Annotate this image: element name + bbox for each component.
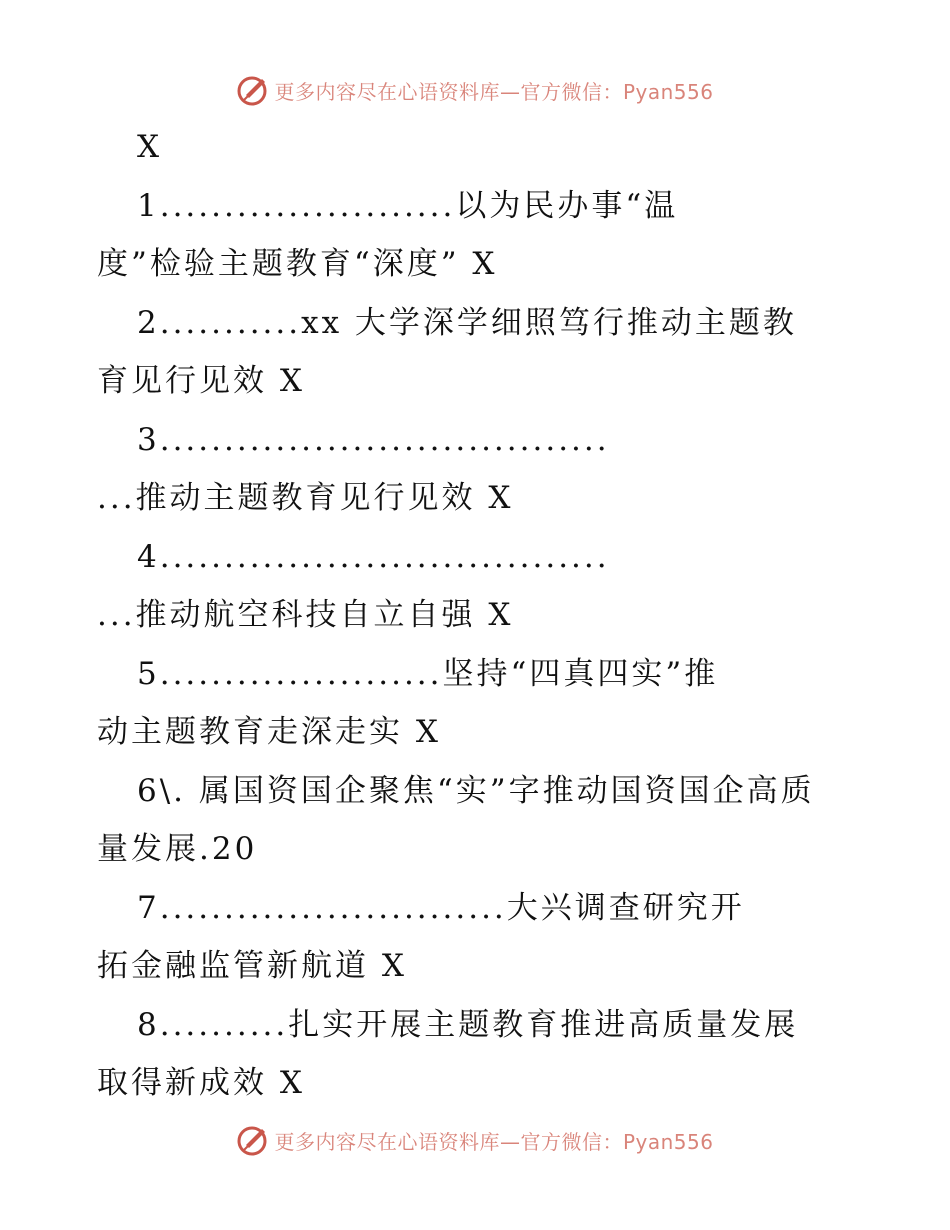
toc-line: 3................................... (137, 421, 610, 458)
toc-line: 育见行见效 X (97, 363, 305, 399)
toc-line: 6\. 属国资国企聚焦“实”字推动国资国企高质 (137, 772, 815, 809)
toc-line: 度”检验主题教育“深度” X (97, 246, 498, 282)
toc-line: 7...........................大兴调查研究开 (137, 889, 745, 926)
toc-line: 5......................坚持“四真四实”推 (137, 655, 719, 692)
toc-line: 4................................... (137, 538, 610, 575)
toc-line: 1.......................以为民办事“温 (137, 187, 679, 224)
toc-line: ...推动航空科技自立自强 X (97, 597, 514, 633)
toc-line: X (137, 129, 163, 165)
quill-circle-logo-icon (236, 73, 270, 107)
quill-circle-logo-icon (236, 1123, 270, 1157)
header-banner (0, 70, 950, 110)
toc-line: 8..........扎实开展主题教育推进高质量发展 (137, 1006, 799, 1043)
toc-line: 2...........xx 大学深学细照笃行推动主题教 (137, 304, 797, 341)
toc-line: 拓金融监管新航道 X (97, 948, 407, 984)
footer-banner (0, 1120, 950, 1160)
banner-text: 更多内容尽在心语资料库—官方微信：Pyan556 (274, 1129, 714, 1154)
toc-line: 取得新成效 X (97, 1065, 305, 1101)
banner-text: 更多内容尽在心语资料库—官方微信：Pyan556 (274, 79, 714, 104)
toc-line: 量发展.20 (97, 831, 258, 867)
toc-line: 动主题教育走深走实 X (97, 714, 441, 750)
toc-line: ...推动主题教育见行见效 X (97, 480, 514, 516)
toc-content (97, 118, 857, 1113)
